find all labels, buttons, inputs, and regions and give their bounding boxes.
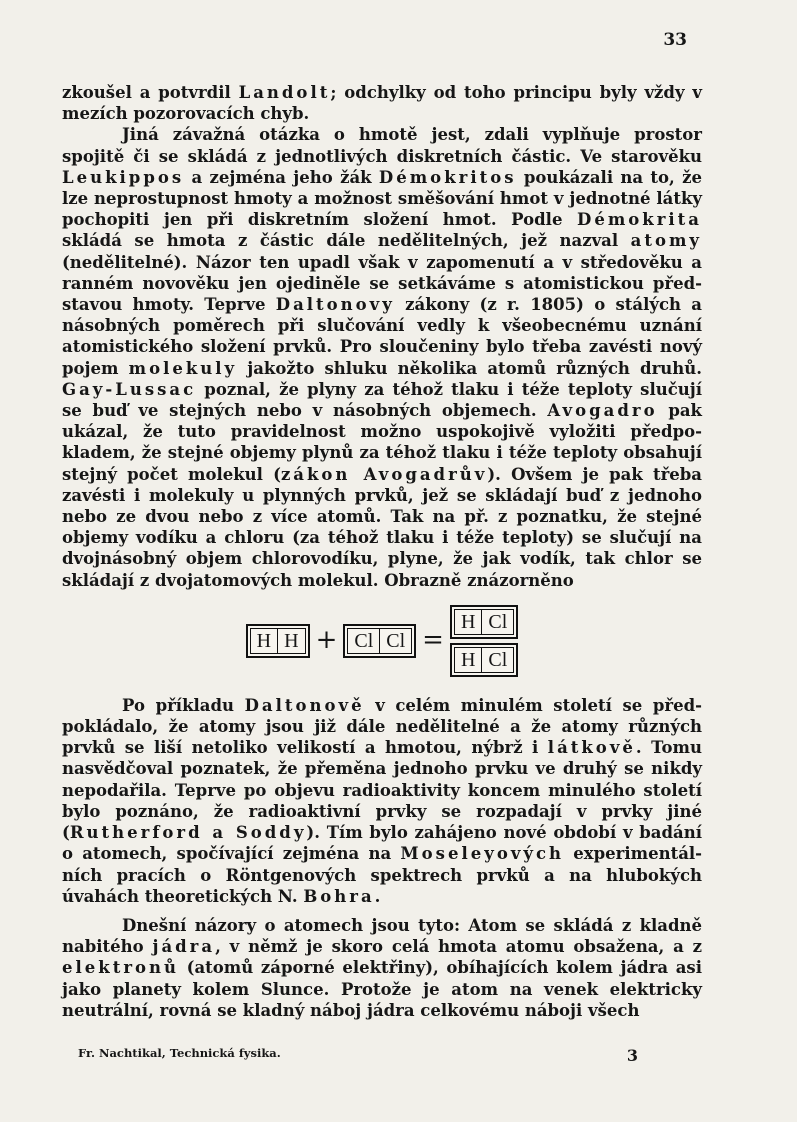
text-run: a zejména jeho žák (184, 167, 379, 187)
text-run: ). Tím bylo zahájeno nové období v badání o atomech, spočívající zejména na (62, 823, 702, 864)
atom-cl: Cl (482, 647, 514, 673)
text-run: ). Ovšem je pak třeba zavésti i molekuly u plynných prvků, jež se skládají buď z jednoho nebo ze dvou nebo z více atomů. Tak na př. z poznatku, že stejné objemy vodíku a chloru (za téhož tlaku i téže teploty) se slučují na dvojnásobný objem chlorovodíku, plyne, že jak vodík, tak chlor se skládají z dvojatomových molekul. Obrazně znázorněno (62, 464, 702, 590)
name-gay-lussac: Gay-Lussac (62, 379, 197, 399)
atom-h: H (278, 628, 305, 654)
term-molekuly: molekuly (128, 358, 238, 378)
atom-cl: Cl (482, 609, 514, 635)
paragraph-1 (62, 82, 702, 124)
paragraph-3 (62, 695, 702, 907)
name-avogadro: Avogadro (547, 401, 658, 421)
term-zakon-avogadruv: zákon Avogadrův (280, 464, 488, 484)
text-run: . (374, 886, 381, 906)
chlorine-molecule (343, 624, 416, 658)
atom-cl: Cl (380, 628, 412, 654)
name-moseleyovych: Moseleyových (400, 844, 565, 864)
name-rutherford-soddy: Rutherford a Soddy (69, 823, 307, 843)
term-latkove: látkově (547, 738, 636, 758)
text-run: . Tomu nasvědčoval poznatek, že přeměna jednoho prvku ve druhý se nikdy nepodařila. Teprve po objevu radioaktivity koncem minulého století bylo poznáno, že radioaktivní prvky se rozpadají v prvky jiné ( (62, 738, 702, 843)
atom-h: H (250, 628, 278, 654)
body-text (62, 82, 702, 1021)
atom-h: H (454, 647, 482, 673)
equals-sign: = (422, 625, 444, 656)
plus-sign: + (315, 625, 338, 656)
text-run: (nedělitelné). Názor ten upadl však v zapomenutí a v středověku a ranném novověku jen ojediněle se setkáváme s atomistickou představou hmoty. Teprve (62, 252, 702, 315)
text-run: (atomů záporné elektřiny), obíhajících kolem jádra asi jako planety kolem Slunce. Protože je atom na venek elektricky neutrální, rovná se kladný náboj jádra celkovému náboji všech (62, 958, 702, 1020)
page-number: 33 (663, 30, 687, 50)
hydrogen-molecule (246, 624, 310, 658)
name-leukippos: Leukippos (62, 167, 185, 187)
name-demokritos: Démokritos (378, 167, 517, 187)
text-run: v celém minulém století se předpokládalo, že atomy jsou již dále nedělitelné a že atomy různých prvků se liší netoliko velikostí a hmotou, nýbrž i (62, 695, 702, 758)
term-jadra: jádra (152, 937, 216, 957)
text-run: skládá se hmota z částic dále nedělitelných, jež nazval (62, 231, 631, 251)
text-run: ; odchylky od toho principu byly vždy v mezích pozorovacích chyb. (62, 83, 702, 124)
name-landolt: Landolt (238, 83, 331, 102)
atom-h: H (454, 609, 482, 635)
term-atomy: atomy (630, 231, 702, 251)
name-bohra: Bohra (303, 886, 375, 906)
paragraph-2 (62, 124, 702, 590)
text-run: zákony (z r. 1805) o stálých a násobných poměrech při slučování vedly k všeobecnému uznání atomistického složení prvků. Pro sloučeniny bylo třeba zavésti nový pojem (62, 295, 702, 378)
text-run: pak ukázal, že tuto pravidelnost možno uspokojivě vyložiti předpokladem, že stejné objemy plynů za téhož tlaku i téže teploty obsahují stejný počet molekul ( (62, 401, 702, 484)
text-run: Po příkladu (122, 695, 245, 715)
signature-mark: 3 (626, 1046, 638, 1065)
text-run: poznal, že plyny za téhož tlaku i téže teploty slučují se buď ve stejných nebo v násobných objemech. (62, 379, 702, 421)
name-daltonove: Daltonově (244, 695, 365, 715)
text-run: , v němž je skoro celá hmota atomu obsažena, a z (215, 937, 702, 957)
atom-cl: Cl (347, 628, 380, 654)
text-run: experimentálních pracích o Röntgenových spektrech prvků a na hlubokých úvahách theoretických N. (62, 844, 703, 906)
hcl-molecule (450, 643, 518, 677)
molecule-formula-diagram (62, 605, 702, 677)
name-daltonovy: Daltonovy (275, 295, 395, 315)
text-run: Dnešní názory o atomech jsou tyto: Atom se skládá z kladně nabitého (62, 915, 702, 957)
text-run: Jiná závažná otázka o hmotě jest, zdali vyplňuje prostor spojitě či se skládá z jednotlivých diskretních částic. Ve starověku (62, 125, 702, 166)
text-run: poukázali na to, že lze neprostupnost hmoty a možnost směšování hmot v jednotné látky pochopiti jen při diskretním složení hmot. Podle (62, 167, 702, 230)
footer-author: Fr. Nachtikal, Technická fysika. (78, 1046, 281, 1060)
name-demokrita: Démokrita (577, 210, 702, 230)
text-run: jakožto shluku několika atomů různých druhů. (237, 358, 702, 378)
term-elektronu: elektronů (62, 958, 180, 978)
page-footer (78, 1046, 638, 1065)
text-run: zkoušel a potvrdil (62, 83, 239, 102)
hydrogen-chloride-molecules (450, 605, 518, 677)
paragraph-4 (62, 915, 702, 1021)
hcl-molecule (450, 605, 518, 639)
